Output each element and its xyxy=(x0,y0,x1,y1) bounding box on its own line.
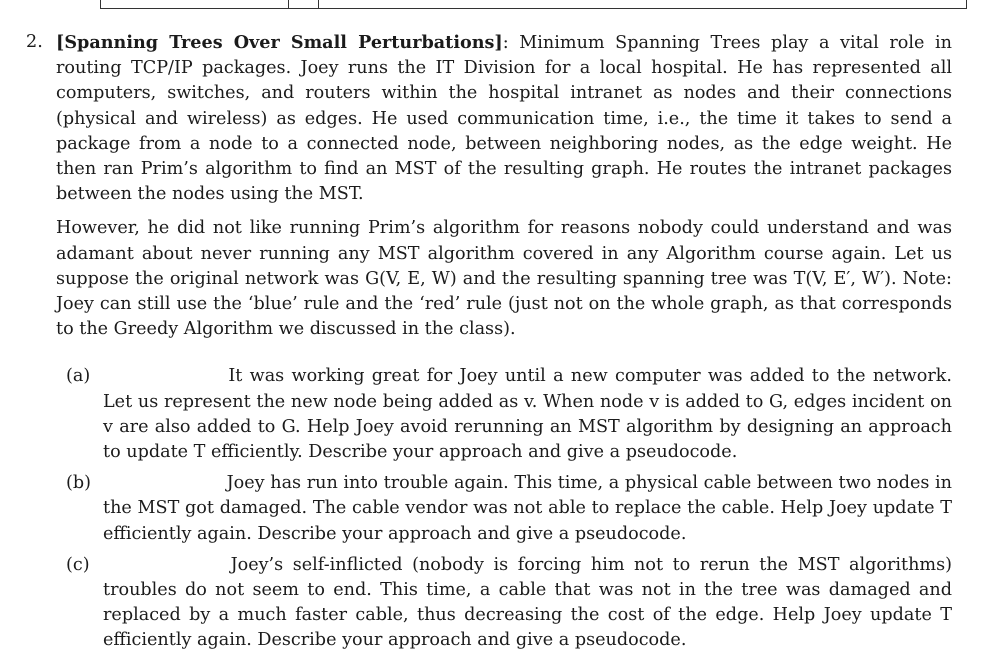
previous-table-fragment xyxy=(100,0,967,9)
redacted-points xyxy=(103,556,221,570)
part-a-text: It was working great for Joey until a new computer was added to the network. Let us represent the new node being added as v. When node v is added to G, edges incident on v are also added to G. Help Joey avoid rerunning an MST algorithm by designing an approach to update T efficiently. Describe your approach and give a pseudocode. xyxy=(103,366,952,463)
problem-paragraph-2: However, he did not like running Prim’s algorithm for reasons nobody could understand and was adamant about never running any MST algorithm covered in any Algorithm course again. Let us suppose the original network was G(V, E, W) and the resulting spanning tree was T(V, E′, W′). Note: Joey can still use the ‘blue’ rule and the ‘red’ rule (just not on the whole graph, as that corresponds to the Greedy Algorithm we discussed in the class). xyxy=(56,218,952,340)
problem-intro-text: : Minimum Spanning Trees play a vital role in routing TCP/IP packages. Joey runs the IT Division for a local hospital. He has represented all computers, switches, and routers within the hospital intranet as nodes and their connections (physical and wireless) as edges. He used communication time, i.e., the time it takes to send a package from a node to a connected node, between neighboring nodes, as the edge weight. He then ran Prim’s algorithm to find an MST of the resulting graph. He routes the intranet packages between the nodes using the MST. xyxy=(56,33,952,205)
part-a xyxy=(26,364,952,465)
table-divider xyxy=(318,0,319,8)
part-c-text: Joey’s self-inflicted (nobody is forcing him not to rerun the MST algorithms) troubles do not seem to end. This time, a cable that was not in the tree was damaged and replaced by a much faster cable, thus decreasing the cost of the edge. Help Joey update T efficiently again. Describe your approach and give a pseudocode. xyxy=(103,554,952,651)
part-b-label: (b) xyxy=(66,473,91,494)
problem-number: 2. xyxy=(26,32,43,52)
part-c-label: (c) xyxy=(66,554,90,575)
part-c xyxy=(26,553,952,654)
part-b xyxy=(26,471,952,547)
part-a-label: (a) xyxy=(66,366,91,387)
redacted-points xyxy=(103,367,221,381)
part-b-text: Joey has run into trouble again. This time, a physical cable between two nodes in the MST got damaged. The cable vendor was not able to replace the cable. Help Joey update T efficiently again. Describe your approach and give a pseudocode. xyxy=(103,473,952,544)
table-divider xyxy=(288,0,289,8)
problem-parts xyxy=(26,364,952,653)
problem-intro xyxy=(26,30,952,207)
redacted-points xyxy=(103,474,221,488)
problem-statement xyxy=(26,30,952,660)
problem-title: [Spanning Trees Over Small Perturbations] xyxy=(56,32,503,53)
